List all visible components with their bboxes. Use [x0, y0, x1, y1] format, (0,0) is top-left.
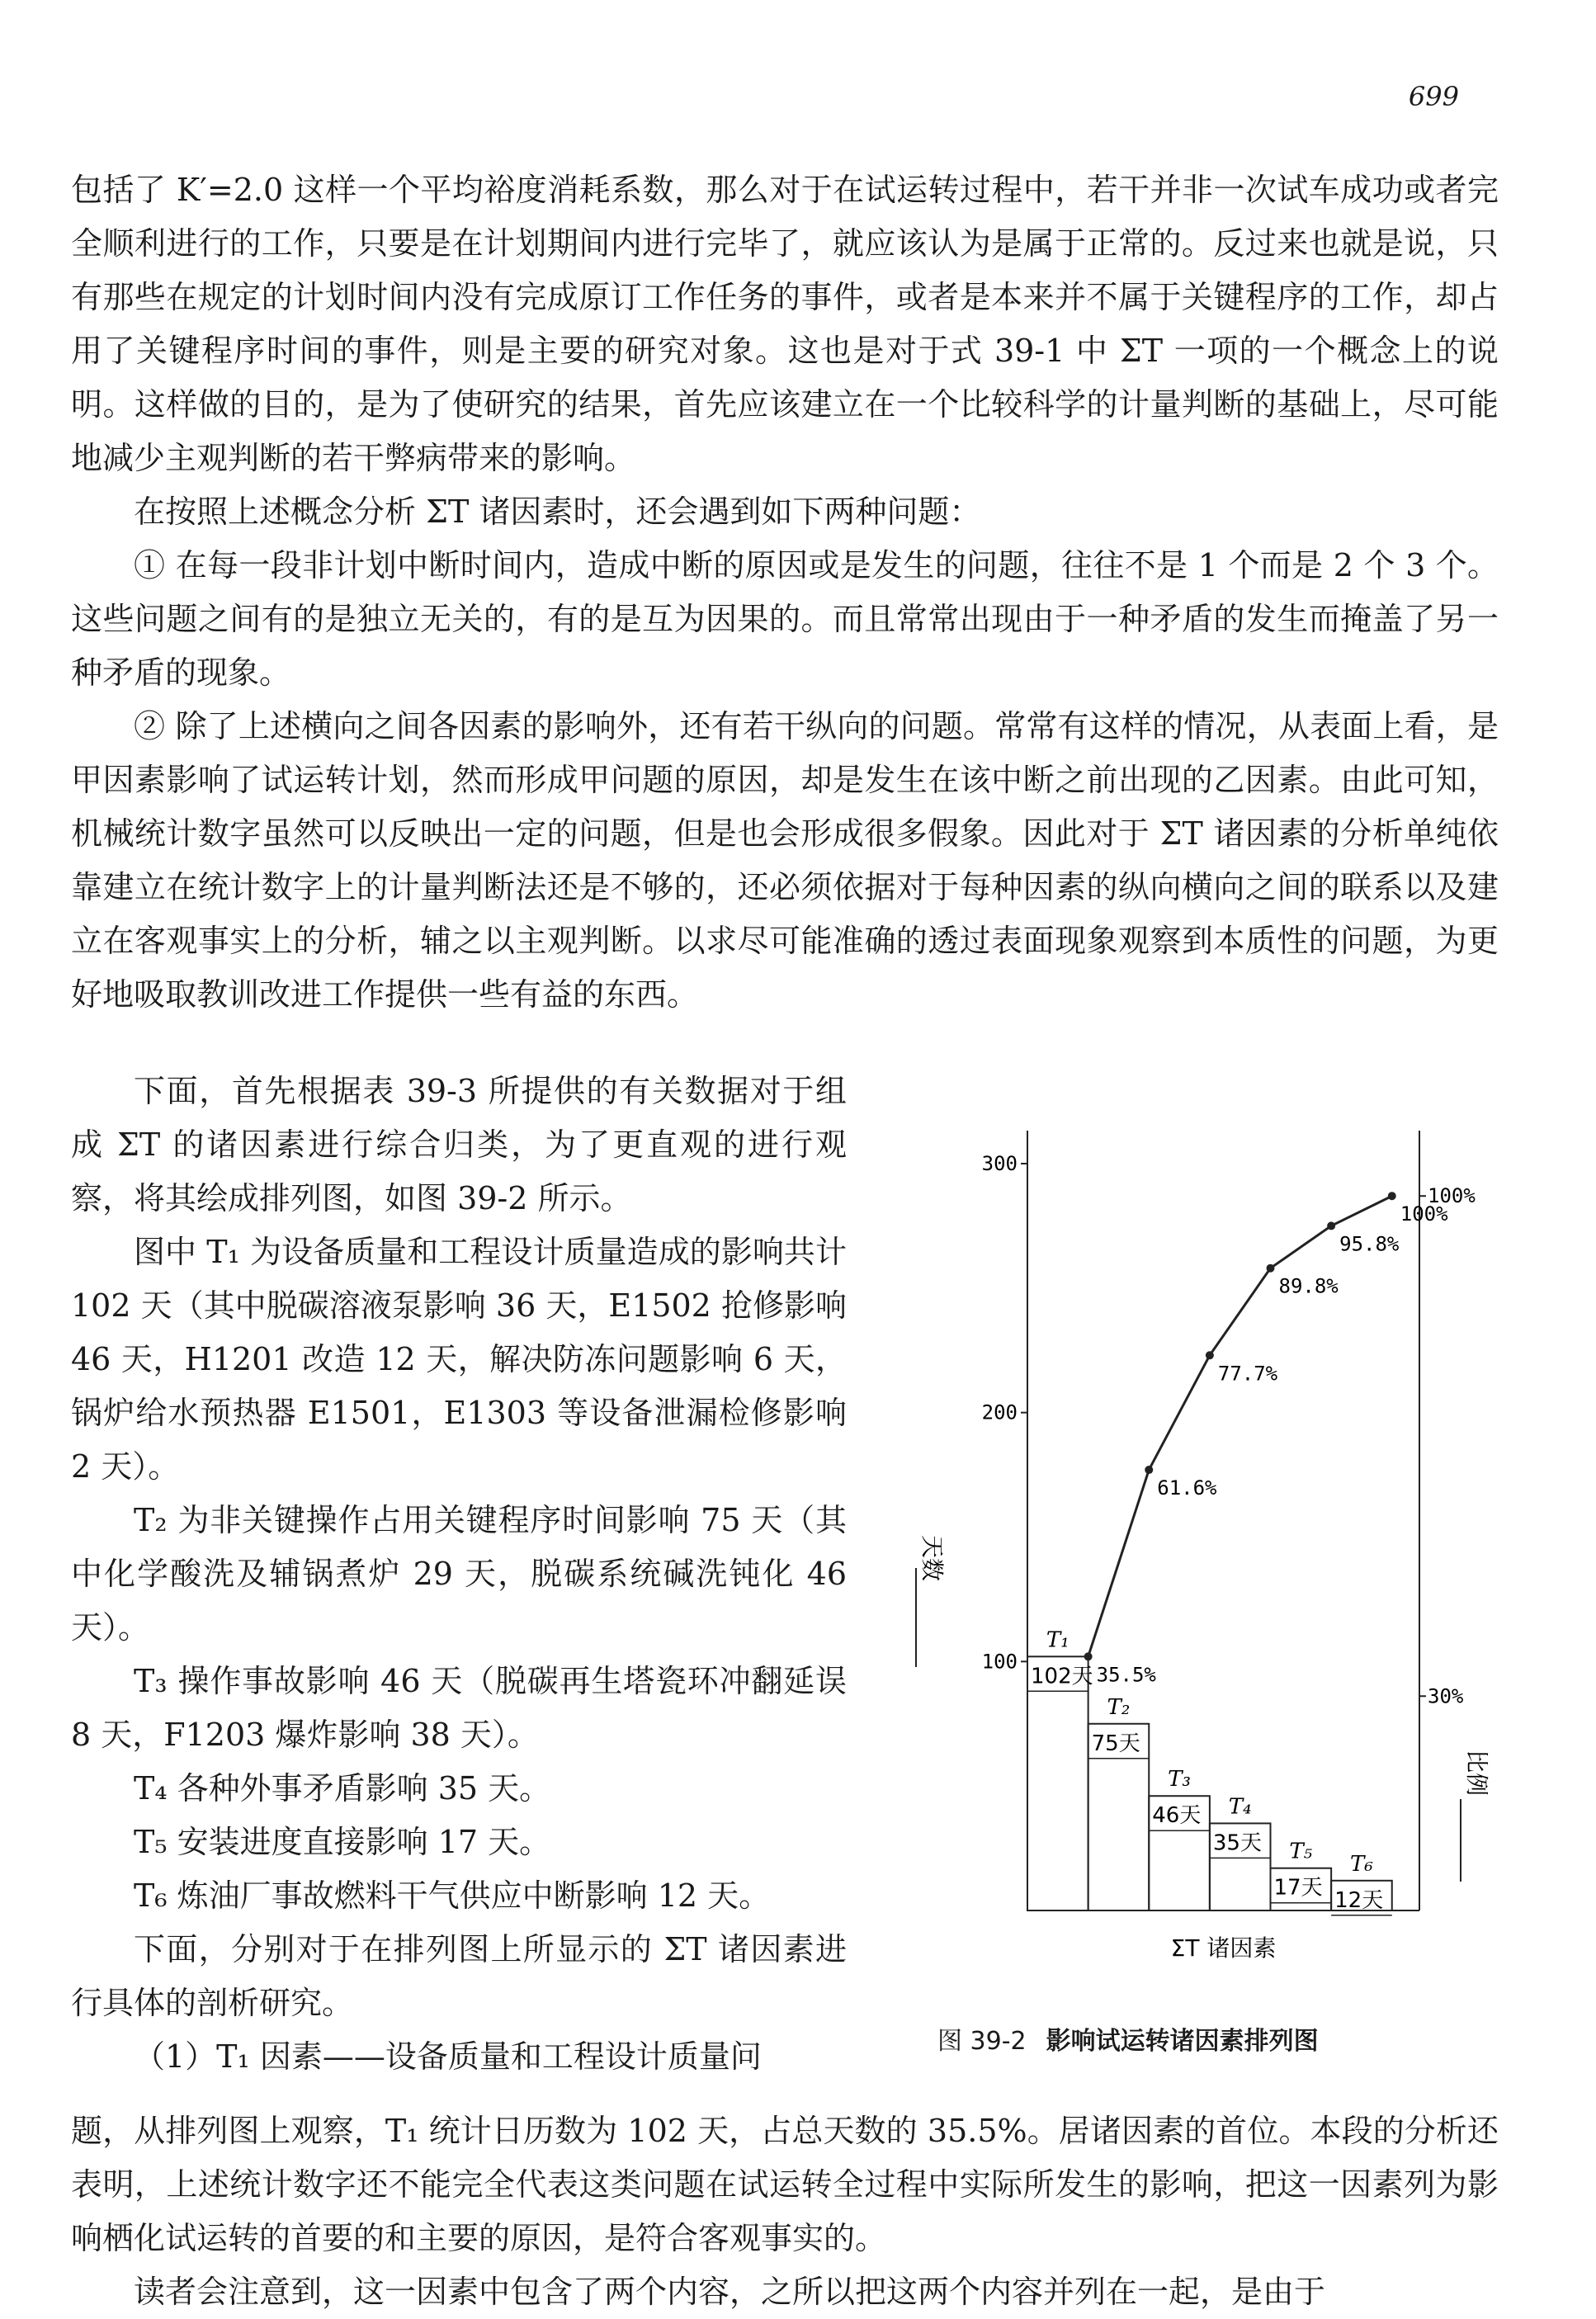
cumulative-label: 35.5% — [1096, 1663, 1156, 1687]
cumulative-label: 100% — [1400, 1202, 1448, 1226]
page-number: 699 — [1408, 81, 1459, 112]
figure-caption — [937, 2020, 1319, 2057]
bar — [1027, 1656, 1088, 1910]
paragraph: T₅ 安装进度直接影响 17 天。 — [134, 1824, 551, 1860]
bar-value-label: 75天 — [1091, 1731, 1140, 1756]
cumulative-point — [1206, 1351, 1214, 1359]
paragraph: ② 除了上述横向之间各因素的影响外，还有若干纵向的问题。常常有这样的情况，从表面上看，是甲因素影响了试运转计划，然而形成甲问题的原因，却是发生在该中断之前出现的乙因素。由此可知，机械统计数字虽然可以反映出一定的问题，但是也会形成很多假象。因此对于 ΣT 诸因素的分析单纯依靠建立在统计数字上的计量判断法还是不够的，还必须依据对于每种因素的纵向横向之间的联系以及建立在客观事实上的分析，辅之以主观判断。以求尽可能准确的透过表面现象观察到本质性的问题，为更好地吸取教训改进工作提供一些有益的东西。 — [71, 708, 1499, 1013]
bar-category-label: T₁ — [1046, 1627, 1070, 1653]
paragraph: （1）T₁ 因素——设备质量和工程设计质量问 — [134, 2038, 762, 2075]
paragraph: T₄ 各种外事矛盾影响 35 天。 — [134, 1770, 551, 1807]
paragraph: 题，从排列图上观察，T₁ 统计日历数为 102 天，占总天数的 35.5%。居诸因素的首位。本段的分析还表明，上述统计数字还不能完全代表这类问题在试运转全过程中实际所发生的影响，把这一因素列为影响栖化试运转的首要的和主要的原因，是符合客观事实的。 — [71, 2113, 1499, 2256]
paragraph: 读者会注意到，这一因素中包含了两个内容，之所以把这两个内容并列在一起，是由于 — [134, 2274, 1326, 2310]
paragraph: T₃ 操作事故影响 46 天（脱碳再生塔瓷环冲翻延误 8 天，F1203 爆炸影响 38 天）。 — [71, 1663, 847, 1753]
y-axis-label: 天数 — [918, 1535, 946, 1582]
cumulative-line — [1088, 1196, 1392, 1656]
paragraph: ① 在每一段非计划中断时间内，造成中断的原因或是发生的问题，往往不是 1 个而是 2 个 3 个。这些问题之间有的是独立无关的，有的是互为因果的。而且常常出现由于一种矛盾的发生而掩盖了另一种矛盾的现象。 — [71, 547, 1499, 691]
cumulative-point — [1267, 1264, 1275, 1273]
cumulative-label: 61.6% — [1157, 1476, 1217, 1500]
figure-title: 影响试运转诸因素排列图 — [1046, 2027, 1319, 2056]
bar-value-label: 17天 — [1273, 1875, 1323, 1901]
y-tick-label: 100 — [981, 1650, 1018, 1674]
y-tick-label: 300 — [981, 1152, 1018, 1175]
cumulative-label: 95.8% — [1339, 1232, 1400, 1256]
bar-category-label: T₄ — [1228, 1794, 1252, 1820]
paragraph: 在按照上述概念分析 ΣT 诸因素时，还会遇到如下两种问题： — [134, 494, 981, 530]
paragraph: T₂ 为非关键操作占用关键程序时间影响 75 天（其中化学酸洗及辅锅煮炉 29 天，脱碳系统碱洗钝化 46 天）。 — [71, 1502, 847, 1646]
x-axis-label: ΣT 诸因素 — [1170, 1934, 1277, 1962]
cumulative-label: 89.8% — [1278, 1274, 1339, 1298]
bar-value-label: 12天 — [1334, 1887, 1384, 1913]
paragraph: 包括了 K′=2.0 这样一个平均裕度消耗系数，那么对于在试运转过程中，若干并非一次试车成功或者完全顺利进行的工作，只要是在计划期间内进行完毕了，就应该认为是属于正常的。反过来也就是说，只有那些在规定的计划时间内没有完成原订工作任务的事件，或者是本来并不属于关键程序的工作，却占用了关键程序时间的事件，则是主要的研究对象。这也是对于式 39-1 中 ΣT 一项的一个概念上的说明。这样做的目的，是为了使研究的结果，首先应该建立在一个比较科学的计量判断的基础上，尽可能地减少主观判断的若干弊病带来的影响。 — [71, 172, 1499, 476]
bar-value-label: 35天 — [1212, 1830, 1262, 1856]
pareto-chart — [875, 1073, 1490, 1981]
figure-number: 图 39-2 — [937, 2027, 1027, 2056]
y2-tick-label: 100% — [1428, 1184, 1476, 1208]
pareto-chart-figure — [875, 1073, 1490, 2063]
cumulative-point — [1327, 1221, 1335, 1230]
cumulative-label: 77.7% — [1217, 1362, 1278, 1386]
y2-tick-label: 30% — [1428, 1684, 1464, 1708]
paragraph: T₆ 炼油厂事故燃料干气供应中断影响 12 天。 — [134, 1877, 771, 1914]
cumulative-point — [1145, 1466, 1153, 1474]
bar-category-label: T₆ — [1350, 1851, 1373, 1877]
bar-category-label: T₅ — [1289, 1839, 1313, 1864]
top-text-block — [71, 163, 1499, 1022]
paragraph: 图中 T₁ 为设备质量和工程设计质量造成的影响共计 102 天（其中脱碳溶液泵影响 36 天，E1502 抢修影响 46 天，H1201 改造 12 天，解决防冻问题影响 6 天，锅炉给水预热器 E1501，E1303 等设备泄漏检修影响 2 天）。 — [71, 1234, 847, 1485]
bottom-text-block — [71, 2104, 1499, 2319]
paragraph: 下面，首先根据表 39-3 所提供的有关数据对于组成 ΣT 的诸因素进行综合归类，为了更直观的进行观察，将其绘成排列图，如图 39-2 所示。 — [71, 1073, 847, 1216]
cumulative-point — [1084, 1652, 1093, 1660]
y2-axis-label: 比例 — [1463, 1750, 1490, 1797]
bar-category-label: T₂ — [1107, 1694, 1131, 1720]
bar-value-label: 46天 — [1152, 1803, 1202, 1829]
bar-category-label: T₃ — [1168, 1767, 1191, 1792]
cumulative-point — [1388, 1192, 1396, 1200]
bar-value-label: 102天 — [1031, 1664, 1093, 1689]
left-column-text — [71, 1065, 847, 2084]
paragraph: 下面，分别对于在排列图上所显示的 ΣT 诸因素进行具体的剖析研究。 — [71, 1931, 847, 2021]
y-tick-label: 200 — [981, 1400, 1018, 1424]
